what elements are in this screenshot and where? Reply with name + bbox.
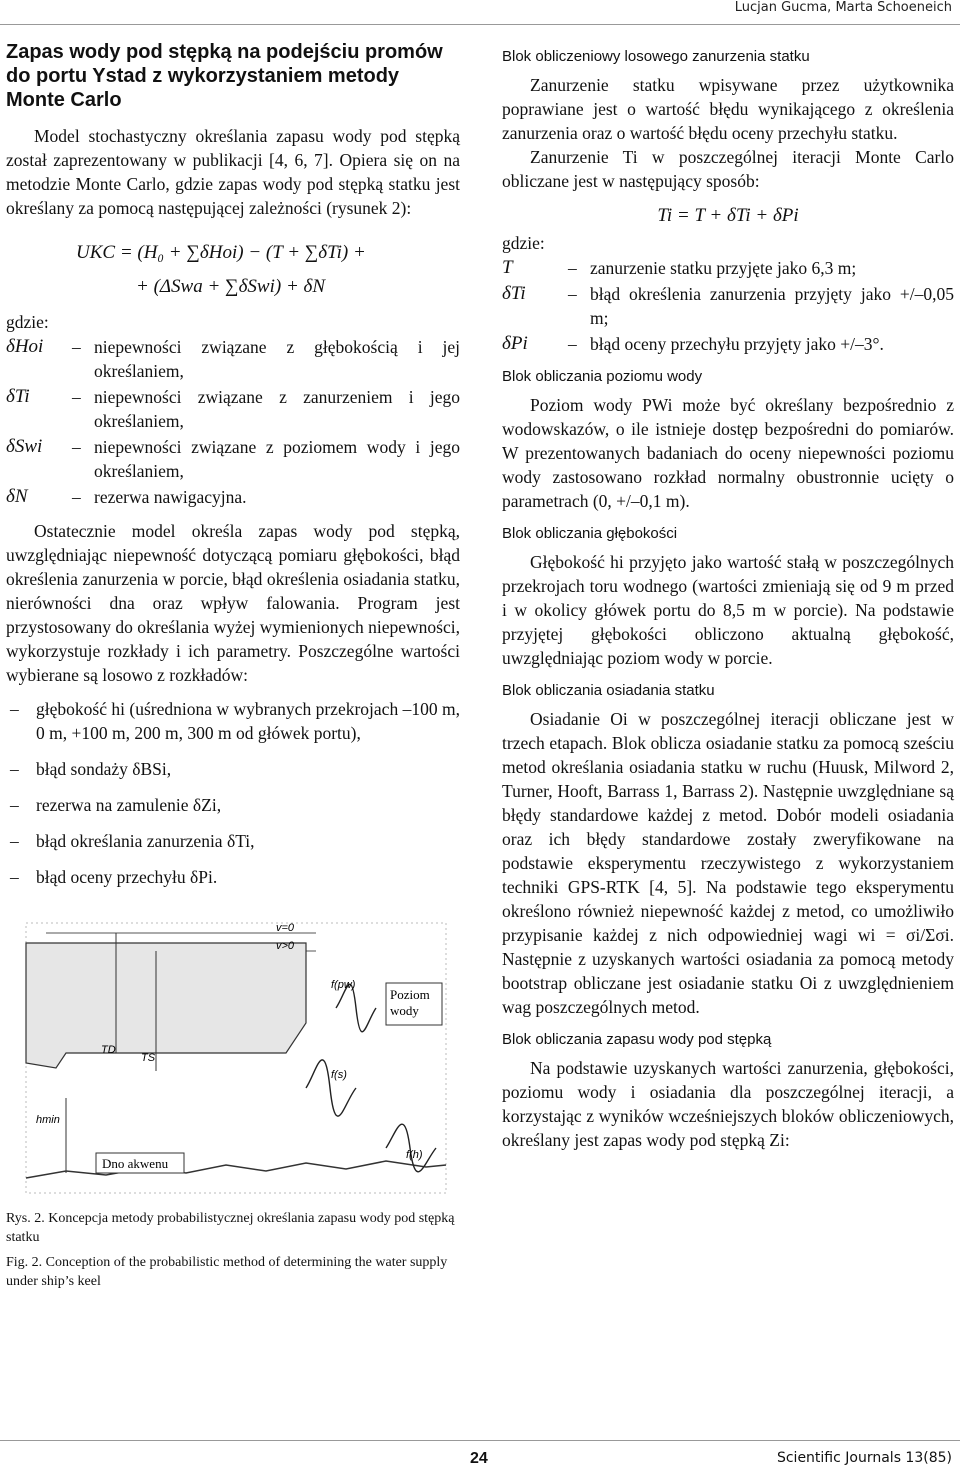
definition-symbol: δPi (502, 333, 528, 354)
ukc-equation (76, 236, 460, 304)
definition-symbol: δTi (6, 386, 30, 407)
definition-symbol: δSwi (6, 436, 43, 457)
left-column (6, 36, 460, 1291)
where-label: gdzie: (6, 312, 49, 332)
definition-item: δPi – błąd oceny przechyłu przyjęty jako +/–3°. (502, 332, 954, 356)
footer-rule (0, 1440, 960, 1441)
definition-text: zanurzenie statku przyjęte jako 6,3 m; (590, 258, 857, 278)
label-ts: TS (141, 1052, 156, 1064)
definitions-list (6, 335, 460, 509)
label-dno: Dno akwenu (102, 1156, 169, 1171)
label-fs: f(s) (331, 1069, 347, 1081)
definition-item: δTi – błąd określenia zanurzenia przyjęty jako +/–0,05 m; (502, 283, 954, 328)
section-heading-squat: Blok obliczania osiadania statku (502, 682, 715, 699)
article-title: Zapas wody pod stępką na podejściu promów do portu Ystad z wykorzystaniem metody Monte Carlo (6, 41, 443, 111)
right-column (502, 36, 954, 1152)
distribution-list (6, 697, 460, 889)
paragraph-depth: Głębokość hi przyjęto jako wartość stałą w poszczególnych przekrojach toru wodnego (wartości zmieniają się od 9 m przed i w okolicy główek portu do 8,5 m w porcie). Na podstawie przyjętej głębokości obliczono aktualną głębokość, uwzględniając poziom wody w porcie. (502, 552, 954, 668)
journal-name: Scientific Journals 13(85) (776, 1450, 952, 1466)
label-td: TD (101, 1044, 116, 1056)
section-heading-water-level: Blok obliczania poziomu wody (502, 368, 703, 385)
ship-hull (26, 943, 306, 1068)
definition-symbol: δN (6, 486, 28, 507)
list-item: – błąd określania zanurzenia δTi, (6, 829, 460, 853)
paragraph-water-level: Poziom wody PWi może być określany bezpośrednio z wodowskazów, o ile istnieje dostęp bezpośredni do pomiarów. W prezentowanych badaniach do oceny niepewności poziomu wody zastosowano rozkład normalny obustronnie ucięty o parametrach (0, +/–0,1 m). (502, 395, 954, 511)
definition-item: T – zanurzenie statku przyjęte jako 6,3 m; (502, 256, 954, 280)
definition-text: niepewności związane z zanurzeniem i jego określaniem, (94, 387, 460, 431)
definition-text: niepewności związane z głębokością i jej określaniem, (94, 337, 460, 381)
running-header: Lucjan Gucma, Marta Schoeneich (734, 0, 952, 15)
label-v0: v=0 (276, 922, 295, 934)
section-heading-draft: Blok obliczeniowy losowego zanurzenia statku (502, 48, 810, 65)
definition-item: δSwi – niepewności związane z poziomem wody i jego określaniem, (6, 436, 460, 481)
label-poziom: Poziom wody (390, 987, 430, 1018)
definition-item: δHoi – niepewności związane z głębokością i jej określaniem, (6, 336, 460, 381)
definition-text: błąd oceny przechyłu przyjęty jako +/–3°. (590, 334, 884, 354)
figure-2 (6, 903, 456, 1203)
label-v1: v>0 (276, 940, 295, 952)
caption-pl: Rys. 2. Koncepcja metody probabilistycznej określania zapasu wody pod stępką statku (6, 1211, 455, 1245)
header-rule (0, 24, 960, 25)
list-item: – rezerwa na zamulenie δZi, (6, 793, 460, 817)
figure-diagram (6, 903, 456, 1203)
list-item: – głębokość hi (uśredniona w wybranych przekrojach –100 m, 0 m, +100 m, 200 m, 300 m od główek portu), (6, 697, 460, 745)
draft-equation: Ti = T + δTi + δPi (657, 205, 799, 226)
label-fh: f(h) (406, 1149, 423, 1161)
definition-symbol: δTi (502, 283, 526, 304)
list-item: – błąd sondaży δBSi, (6, 757, 460, 781)
paragraph-model: Ostatecznie model określa zapas wody pod stępką, uwzględniając niepewność dotyczącą pomiaru głębokości, błąd określenia zanurzenia w porcie, błąd określenia osiadania statku, nierówności dna oraz wpływ falowania. Program jest przystosowany do określania wyżej wymienionych niepewności, wykorzystuje rozkłady i ich parametry. Poszczególne wartości wybierane są losowo z rozkładów: (6, 521, 460, 685)
caption-en: Fig. 2. Conception of the probabilistic method of determining the water supply under ship’s keel (6, 1255, 448, 1289)
list-item: – błąd oceny przechyłu δPi. (6, 865, 460, 889)
definition-item: δN – rezerwa nawigacyjna. (6, 485, 460, 509)
paragraph-squat: Osiadanie Oi w poszczególnej iteracji obliczane jest w trzech etapach. Blok oblicza osiadanie statku za pomocą sześciu metod określania osiadania statku w ruchu (Huusk, Milword 2, Turner, Hooft, Barrass 1, Barrass 2). Następnie uwzględniane są błędy standardowe każdej z metod. Dobór modeli osiadania oraz ich błędy standardowe zostały zweryfikowane na podstawie eksperymentu rzeczywistego z wykorzystaniem techniki GPS-RTK [4, 5]. Na podstawie tego eksperymentu określono również niepewność każdej z metod, co umożliwiło przypisanie każdej z nich odpowiedniej wagi wi = σi/Σσi. Następnie z uzyskanych wartości osiadania za pomocą metody bootstrap obliczane jest osiadanie statku Oi z uwzględnieniem wag poszczególnych metod. (502, 709, 954, 1017)
definition-symbol: δHoi (6, 336, 44, 357)
definition-item: δTi – niepewności związane z zanurzeniem i jego określaniem, (6, 386, 460, 431)
paragraph-intro: Model stochastyczny określania zapasu wody pod stępką został zaprezentowany w publikacji [4, 6, 7]. Opiera się on na metodzie Monte Carlo, gdzie zapas wody pod stępką statku jest określany za pomocą następującej zależności (rysunek 2): (6, 126, 460, 218)
definition-text: rezerwa nawigacyjna. (94, 487, 247, 507)
section-heading-ukc: Blok obliczania zapasu wody pod stępką (502, 1031, 772, 1048)
page-number: 24 (470, 1450, 488, 1467)
distribution-fpw (336, 984, 376, 1032)
seabed-line (26, 1161, 446, 1178)
ukc-equation-line-1: UKC = (H₀ + ∑δHoi) − (T + ∑δTi) + (76, 242, 366, 263)
label-hmin: hmin (36, 1114, 60, 1126)
ukc-equation-line-2: + (ΔSwa + ∑δSwi) + δN (136, 276, 326, 297)
label-fpw: f(pw) (331, 979, 356, 991)
paragraph-draft-1: Zanurzenie statku wpisywane przez użytkownika poprawiane jest o wartość błędu wynikającego z określenia zanurzenia oraz o wartość błędu oceny przechyłu statku. (502, 75, 954, 143)
where-label: gdzie: (502, 233, 545, 253)
definition-text: niepewności związane z poziomem wody i jego określaniem, (94, 437, 460, 481)
paragraph-draft-2: Zanurzenie Ti w poszczególnej iteracji Monte Carlo obliczane jest w następujący sposób: (502, 147, 954, 191)
section-heading-depth: Blok obliczania głębokości (502, 525, 678, 542)
definition-symbol: T (502, 257, 513, 278)
definition-text: błąd określenia zanurzenia przyjęty jako +/–0,05 m; (590, 284, 954, 328)
paragraph-ukc: Na podstawie uzyskanych wartości zanurzenia, głębokości, poziomu wody i osiadania dla poszczególnej iteracji, a korzystając z wyników wcześniejszych bloków obliczeniowych, określany jest zapas wody pod stępką Zi: (502, 1058, 954, 1150)
